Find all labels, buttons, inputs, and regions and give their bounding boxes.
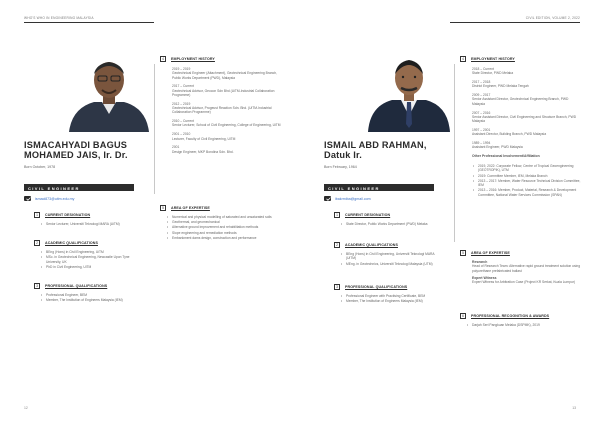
employment-desc: Assistant Director, Building Branch, PWD Malaysia [472,132,547,137]
employment-list [472,67,582,158]
employment-item [172,119,282,128]
employment-item [472,93,582,106]
section-title: ACADEMIC QUALIFICATIONS [345,243,398,247]
list-item: • Professional Engineer with Practising Certificate, BEM [340,294,444,298]
list-item: • 2013 – 2017: Member, Water Resource Technical Division Committee, IEM [472,179,584,188]
employment-years: 2017 – 2018 [472,80,491,85]
employment-desc: District Engineer, PWD Melaka Tengah [472,84,529,89]
expertise-list [166,215,284,241]
portrait-photo [364,50,454,132]
employment-years: 2001 – 2010 [172,132,191,137]
section-title: AREA OF EXPERTISE [171,206,210,210]
name-line-2: Datuk Ir. [324,150,363,160]
email-icon [324,196,331,201]
expertise-details [472,260,584,284]
employment-desc: Assistant Engineer, PWD Malaysia [472,145,523,150]
section-current-designation [34,212,90,218]
section-academic [34,240,98,246]
list-item: • Alternative ground improvement and rehabilitation methods [166,225,284,229]
section-title: ACADEMIC QUALIFICATIONS [45,241,98,245]
employment-years: 2017 – Current [172,84,194,89]
role-banner: CIVIL ENGINEER [24,184,134,191]
employment-desc: Geotechnical Advisor, Geocon Sdn Bhd (UiTM-Industrial Collaboration Programme) [172,88,275,97]
section-number: 2 [34,240,40,246]
employment-years: 2009 – 2017 [472,93,491,98]
employment-years: 1989 – 1994 [472,141,491,146]
section-recognition [460,313,549,319]
section-current-designation [334,212,390,218]
employment-item [172,145,282,154]
birth-info: Born October, 1978 [24,165,56,169]
expert-witness-text: Expert Witness for Arbitration Case (Project KR Serkat, Kuala Lumpur) [472,280,575,285]
employment-years: 2018 – Current [472,67,494,71]
employment-desc: Geotechnical Advisor, Progeust Reaction Sdn. Bhd. (UiTM-Industrial Collaboration Programme) [172,106,272,115]
section-number: 3 [34,283,40,289]
section-professional [334,284,407,290]
section-number: 4 [460,56,466,62]
section-academic [334,242,398,248]
expert-witness-title: Expert Witness [472,275,497,280]
person-name [324,140,427,160]
section-employment [460,56,515,62]
list-item: • MSc. in Geotechnical Engineering, Newcastle Upon Tyne University, UK [40,255,140,264]
employment-item [172,67,282,80]
employment-item [472,141,582,150]
section-number: 4 [160,56,166,62]
header-rule [450,22,580,23]
professional-list [340,294,444,304]
list-item: • Darjah Seri Pangkuan Melaka (DSPMK), 2019 [466,323,584,327]
professional-list [40,293,140,303]
other-involvement-title: Other Professional Involvement/Affiliation [472,154,540,159]
person-name [24,140,128,160]
list-item: • Numerical and physical modelling of saturated and unsaturated soils [166,215,284,219]
list-item: • Slope engineering and remediation methods [166,231,284,235]
section-number: 6 [460,313,466,319]
section-title: PROFESSIONAL QUALIFICATIONS [45,284,108,288]
employment-years: 2007 – 2016 [472,110,491,115]
list-item: • 2013 – 2016: Member, Product, Material, Research & Development Committee, National Water Services Commission (SPAN) [472,188,584,197]
birth-info: Born February, 1964 [324,165,357,169]
right-page [300,0,600,424]
list-item: • Geothermal, and geomechanical [166,220,284,224]
employment-desc: Lecturer, Faculty of Civil Engineering, UiTM [172,136,236,141]
employment-desc: Geotechnical Engineer (Attachment), Geotechnical Engineering Branch, Public Works Department (PWD), Malaysia [172,71,278,80]
other-involvement-list [472,164,584,198]
employment-desc: Senior Assistant Director, Civil Engineering and Structure Branch, PWD Malaysia [472,114,577,124]
research-text: Head of Research Team: Alternative rapid ground treatment solution using polyurethane prefabricated ballast [472,264,581,273]
employment-item [172,102,282,115]
current-designation-list [40,222,140,227]
list-item: • Professional Engineer, BEM [40,293,140,297]
academic-list [40,250,140,270]
list-item: • PhD in Civil Engineering, UiTM [40,265,140,269]
section-number: 5 [160,205,166,211]
employment-years: 2012 – 2019 [172,101,191,106]
section-title: CURRENT DESIGNATION [345,213,391,217]
name-line-2: MOHAMED JAIS, Ir. Dr. [24,150,128,160]
email-row[interactable] [24,196,74,201]
section-title: EMPLOYMENT HISTORY [471,57,515,61]
section-employment [160,56,215,62]
section-title: CURRENT DESIGNATION [45,213,91,217]
list-item: • State Director, Public Works Department (PWD) Melaka [340,222,440,226]
list-item: • BEng (Hons) in Civil Engineering, Universiti Teknologi MARA (UiTM) [340,252,444,261]
section-expertise [460,250,510,256]
list-item: • 2019, 2022: Corporate Fellow, Centre of Tropical Geoengineering (GEOTROPIK), UTM [472,164,584,173]
employment-desc: Senior Lecturer, School of Civil Engineering, College of Engineering, UiTM [172,123,281,128]
recognition-list [466,323,584,328]
employment-timeline [454,64,455,242]
employment-item [472,80,582,89]
name-line-1: ISMAIL ABD RAHMAN, [324,140,427,150]
section-number: 3 [334,284,340,290]
list-item: • Embankment dams design, construction and performance [166,236,284,240]
employment-years: 2001 [172,145,180,150]
employment-item [472,128,582,137]
employment-desc: State Director, PWD Melaka [472,71,514,76]
employment-item [472,67,582,76]
employment-item [172,132,282,141]
section-professional [34,283,107,289]
section-number: 2 [334,242,340,248]
list-item: • 2019: Committee Member, IEM, Melaka Branch [472,174,584,178]
list-item: • Member, The Institution of Engineers Malaysia (IEM) [40,298,140,302]
employment-years: 2010 – Current [172,119,194,124]
portrait-photo [64,50,154,132]
list-item: • Member, The Institution of Engineers Malaysia (IEM) [340,299,444,303]
employment-years: 2019 – 2019 [172,67,191,71]
running-head: WHO'S WHO IN ENGINEERING MALAYSIA [24,16,94,20]
current-designation-list [340,222,440,227]
employment-item [472,111,582,124]
section-number: 5 [460,250,466,256]
employment-years: 1997 – 2001 [472,127,491,132]
page-number: 12 [24,406,28,410]
section-title: AREA OF EXPERTISE [471,251,510,255]
running-head: CIVIL EDITION, VOLUME 2, 2022 [525,16,580,20]
role-banner: CIVIL ENGINEER [324,184,434,191]
academic-list [340,252,444,267]
section-number: 1 [34,212,40,218]
section-expertise [160,205,210,211]
list-item: • BEng (Hons) in Civil Engineering, UiTM [40,250,140,254]
section-title: PROFESSIONAL QUALIFICATIONS [345,285,408,289]
email-address[interactable]: ismaci873@uitm.edu.my [35,196,75,201]
employment-list [172,67,282,158]
page-number: 13 [572,406,576,410]
employment-desc: Design Engineer, MKP Bondina Sdn. Bhd. [172,149,234,154]
list-item: • MEng. in Geotechnics, Universiti Teknologi Malaysia (UTM) [340,262,444,266]
list-item: • Senior Lecturer, Universiti Teknologi MARA (UiTM) [40,222,140,226]
email-icon [24,196,31,201]
section-number: 1 [334,212,340,218]
header-rule [24,22,154,23]
research-title: Research [472,260,488,264]
employment-item [172,84,282,97]
section-title: PROFESSIONAL RECOGNITION & AWARDS [471,314,550,318]
employment-desc: Senior Assistant Director, Geotechnical Engineering Branch, PWD Malaysia [472,97,569,106]
employment-timeline [154,64,155,194]
name-line-1: ISMACAHYADI BAGUS [24,140,128,150]
email-address[interactable]: ibakrmiba@gmail.com [335,196,371,201]
email-row[interactable] [324,196,371,201]
section-title: EMPLOYMENT HISTORY [171,57,215,61]
